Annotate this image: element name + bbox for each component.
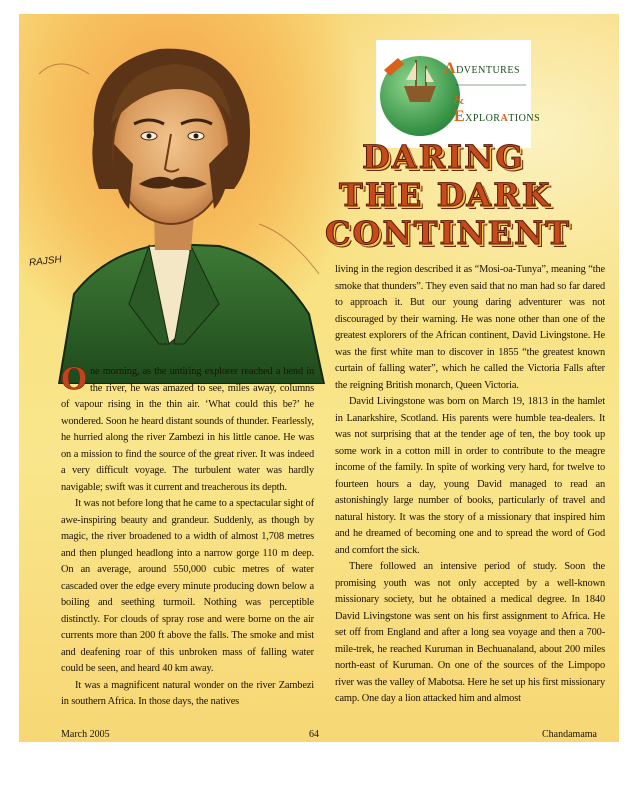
logo-word-explor: XPLOR [465,113,501,124]
logo-initial-a2: A [500,113,509,124]
right-paragraph-2: David Livingstone was born on March 19, 1813 in the hamlet in Lanarkshire, Scotland. His parents were humble tea-dealers. It was not surprising that at the tender age of ten, the boy took up some work in a cotton mill in order to contribute to the meagre income of the family. In spite of working very hard, for twelve to fourteen hours a day, young David managed to read an astonishingly large number of books, particularly of travel and natural history. It was the story of a missionary that inspired him and he dreamed of becoming one and to spread the word of God and comfort the sick. [335,396,605,556]
left-paragraph-1 [61,364,314,496]
left-paragraph-1-text: ne morning, as the untiring explorer reached a bend in the river, he was amazed to see, miles away, columns of vapour rising in the thin air. ‘What could this be?’ he wondered. Soon he heard distant sounds of thunder. Fearlessly, he hurried along the river Zambezi in his little canoe. He was on a mission to find the source of the great river. It was indeed a very difficult voyage. The turbulent water was hardly navigable; swift was it current and treacherous its depth. [61,366,314,493]
title-line-3: CONTINENT [325,214,572,252]
magazine-page [19,14,619,742]
footer-magazine-name: Chandamama [542,729,597,740]
logo-word-adventures: DVENTURES [456,65,521,76]
left-paragraph-2: It was not before long that he came to a spectacular sight of awe-inspiring beauty and grandeur. Suddenly, as though by magic, the river broadened to a width of almost 1,708 metres and then plunged headlong into a narrow gorge 110 m deep. On an average, around 550,000 cubic metres of water cascaded over the edge every minute producing down below a boiling and seething turmoil. Nothing was perceptible distinctly. For clouds of spray rose and were borne on the air currents more than 200 ft above the falls. The smoke and mist and deafening roar of this unbroken mass of falling water could be seen, and heard 40 km away. [61,498,314,674]
footer-page-number: 64 [309,729,319,740]
left-paragraph-3: It was a magnificent natural wonder on the river Zambezi in southern Africa. In those days, the natives [61,679,314,707]
dropcap-o: O [61,362,87,397]
right-column [335,262,605,708]
artist-signature: RAJSH [28,254,63,269]
logo-line-explorations [454,92,540,126]
title-line-2: THE DARK [339,176,552,214]
logo-line-adventures [444,60,520,78]
logo-word-tions: TIONS [508,113,541,124]
logo-initial-a: A [444,60,457,77]
right-paragraph-1: living in the region described it as “Mosi-oa-Tunya”, meaning “the smoke that thunders”. They even said that no man had so far dared to approach it. But our young daring adventurer was not discouraged by their warning. He was none other than one of the greatest explorers of the African continent, David Livingstone. He was the first white man to discover in 1855 “the greatest known curtain of falling water”, which he called the Victoria Falls after the reigning British monarch, Queen Victoria. [335,264,605,391]
logo-ampersand: & [454,92,465,107]
logo-initial-e: E [454,108,466,125]
left-column [61,364,314,711]
portrait-illustration [19,14,349,384]
adventures-explorations-logo [376,40,541,148]
footer-date: March 2005 [61,729,110,740]
right-paragraph-3: There followed an intensive period of study. Soon the promising youth was not only accepted by a well-known missionary society, but he obtained a medical degree. In 1840 David Livingstone was sent on his first assignment to Africa. He set off from England and after a long sea voyage and then a 700-mile-trek, he reached Kuruman in Bechuanaland, about 200 miles north-east of Kuruman. On one of the sources of the Limpopo river was the valley of Mabotsa. Here he set up his first missionary camp. One day a lion attacked him and almost [335,561,605,704]
title-line-1: DARING [362,138,525,176]
